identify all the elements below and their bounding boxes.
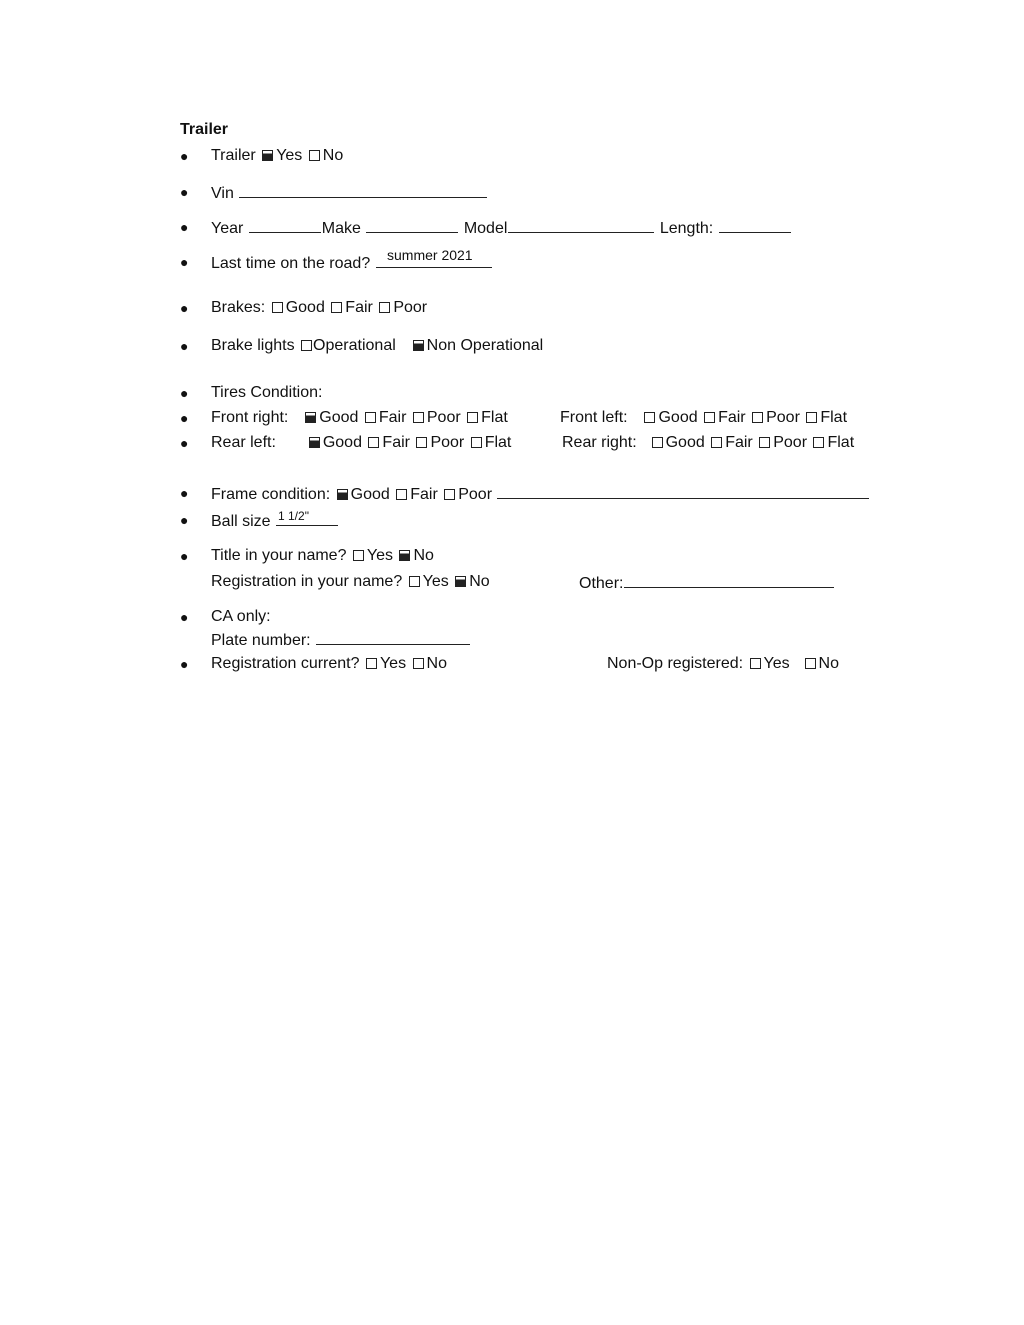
registration-no-label: No — [469, 573, 490, 590]
trailer-yes-label: Yes — [276, 147, 303, 164]
bullet: ● — [180, 609, 189, 625]
vin-field[interactable] — [239, 182, 487, 198]
reg-current-yes-label: Yes — [379, 655, 407, 672]
front-right-good-checkbox[interactable] — [305, 412, 316, 423]
model-label: Model — [463, 220, 508, 237]
front-right-fair-label: Fair — [378, 409, 407, 426]
rear-right-good-checkbox[interactable] — [652, 437, 663, 448]
brakes-good-checkbox[interactable] — [272, 302, 283, 313]
reg-current-label: Registration current? — [211, 655, 360, 672]
rear-right-poor-label: Poor — [773, 434, 808, 451]
plate-field[interactable] — [316, 629, 470, 645]
bullet: ● — [180, 410, 189, 426]
rear-left-row — [211, 433, 511, 453]
vehicle-row — [211, 217, 792, 237]
non-op-no-label: No — [818, 655, 839, 672]
frame-label: Frame condition: — [211, 486, 331, 503]
bullet: ● — [180, 184, 189, 200]
vin-label: Vin — [211, 185, 234, 202]
bullet: ● — [180, 435, 189, 451]
model-field[interactable] — [508, 217, 654, 233]
front-left-label: Front left: — [560, 409, 628, 426]
front-left-flat-checkbox[interactable] — [806, 412, 817, 423]
reg-current-row — [211, 654, 447, 674]
ball-value: 1 1/2" — [278, 509, 309, 523]
trailer-row — [211, 146, 343, 166]
bullet: ● — [180, 485, 189, 501]
brakes-label: Brakes: — [211, 299, 266, 316]
last-time-value: summer 2021 — [387, 247, 473, 263]
title-yes-label: Yes — [366, 547, 394, 564]
non-operational-label: Non Operational — [426, 337, 544, 354]
brakes-fair-label: Fair — [345, 299, 373, 316]
make-field[interactable] — [366, 217, 458, 233]
brakes-good-label: Good — [285, 299, 325, 316]
front-right-fair-checkbox[interactable] — [365, 412, 376, 423]
title-no-label: No — [413, 547, 434, 564]
year-label: Year — [211, 220, 244, 237]
rear-right-label: Rear right: — [562, 434, 637, 451]
bullet: ● — [180, 656, 189, 672]
non-operational-checkbox[interactable] — [413, 340, 424, 351]
brake-lights-row — [211, 336, 543, 356]
rear-left-good-checkbox[interactable] — [309, 437, 320, 448]
front-right-poor-label: Poor — [426, 409, 461, 426]
year-field[interactable] — [249, 217, 321, 233]
vin-row — [211, 182, 488, 202]
frame-notes-field[interactable] — [497, 483, 869, 499]
front-right-flat-label: Flat — [481, 409, 508, 426]
front-right-label: Front right: — [211, 409, 289, 426]
operational-label: Operational — [313, 337, 396, 354]
front-left-good-checkbox[interactable] — [644, 412, 655, 423]
rear-left-good-label: Good — [322, 434, 362, 451]
bullet: ● — [180, 300, 189, 316]
ca-only-label: CA only: — [211, 608, 271, 625]
front-right-poor-checkbox[interactable] — [413, 412, 424, 423]
section-title: Trailer — [180, 121, 229, 138]
non-op-row — [607, 654, 839, 674]
front-left-good-label: Good — [658, 409, 698, 426]
registration-row — [211, 572, 490, 592]
non-op-yes-label: Yes — [763, 655, 790, 672]
front-right-row — [211, 408, 508, 428]
frame-fair-checkbox[interactable] — [396, 489, 407, 500]
rear-right-fair-checkbox[interactable] — [711, 437, 722, 448]
length-field[interactable] — [719, 217, 791, 233]
title-no-checkbox[interactable] — [399, 550, 410, 561]
front-left-row — [560, 408, 847, 428]
rear-left-flat-checkbox[interactable] — [471, 437, 482, 448]
brakes-fair-checkbox[interactable] — [331, 302, 342, 313]
rear-left-fair-label: Fair — [382, 434, 410, 451]
front-left-flat-label: Flat — [820, 409, 848, 426]
other-row — [579, 572, 835, 592]
front-left-poor-checkbox[interactable] — [752, 412, 763, 423]
tires-heading: Tires Condition: — [211, 384, 323, 401]
other-field[interactable] — [624, 572, 834, 588]
brakes-row — [211, 298, 427, 318]
plate-label: Plate number: — [211, 632, 311, 649]
last-time-label: Last time on the road? — [211, 255, 371, 272]
non-op-yes-checkbox[interactable] — [750, 658, 761, 669]
bullet: ● — [180, 338, 189, 354]
rear-left-flat-label: Flat — [484, 434, 512, 451]
bullet: ● — [180, 148, 189, 164]
front-left-fair-label: Fair — [718, 409, 746, 426]
operational-checkbox[interactable] — [301, 340, 312, 351]
reg-current-no-checkbox[interactable] — [413, 658, 424, 669]
title-row — [211, 546, 434, 566]
reg-current-no-label: No — [426, 655, 447, 672]
frame-row — [211, 483, 870, 503]
rear-right-good-label: Good — [665, 434, 705, 451]
rear-left-fair-checkbox[interactable] — [368, 437, 379, 448]
registration-no-checkbox[interactable] — [455, 576, 466, 587]
length-label: Length: — [659, 220, 714, 237]
trailer-no-label: No — [322, 147, 344, 164]
rear-right-row — [562, 433, 854, 453]
front-left-fair-checkbox[interactable] — [704, 412, 715, 423]
registration-yes-label: Yes — [422, 573, 449, 590]
plate-row — [211, 629, 471, 649]
front-right-good-label: Good — [319, 409, 359, 426]
trailer-no-checkbox[interactable] — [309, 150, 320, 161]
rear-right-flat-checkbox[interactable] — [813, 437, 824, 448]
rear-left-label: Rear left: — [211, 434, 276, 451]
trailer-yes-checkbox[interactable] — [262, 150, 273, 161]
front-right-flat-checkbox[interactable] — [467, 412, 478, 423]
ball-label: Ball size — [211, 513, 271, 530]
rear-right-flat-label: Flat — [827, 434, 855, 451]
rear-left-poor-label: Poor — [430, 434, 465, 451]
frame-poor-checkbox[interactable] — [444, 489, 455, 500]
registration-label: Registration in your name? — [211, 573, 403, 590]
title-label: Title in your name? — [211, 547, 347, 564]
bullet: ● — [180, 512, 189, 528]
ball-row — [211, 510, 339, 530]
title-yes-checkbox[interactable] — [353, 550, 364, 561]
non-op-label: Non-Op registered: — [607, 655, 744, 672]
rear-right-poor-checkbox[interactable] — [759, 437, 770, 448]
frame-poor-label: Poor — [458, 486, 493, 503]
brakes-poor-checkbox[interactable] — [379, 302, 390, 313]
front-left-poor-label: Poor — [766, 409, 800, 426]
frame-fair-label: Fair — [410, 486, 438, 503]
non-op-no-checkbox[interactable] — [805, 658, 816, 669]
registration-yes-checkbox[interactable] — [409, 576, 420, 587]
frame-good-label: Good — [350, 486, 390, 503]
trailer-label: Trailer — [211, 147, 256, 164]
rear-right-fair-label: Fair — [725, 434, 753, 451]
rear-left-poor-checkbox[interactable] — [416, 437, 427, 448]
bullet: ● — [180, 548, 189, 564]
reg-current-yes-checkbox[interactable] — [366, 658, 377, 669]
other-label: Other: — [579, 575, 624, 592]
bullet: ● — [180, 219, 189, 235]
make-label: Make — [321, 220, 361, 237]
frame-good-checkbox[interactable] — [337, 489, 348, 500]
brake-lights-label: Brake lights — [211, 337, 295, 354]
bullet: ● — [180, 254, 189, 270]
bullet: ● — [180, 385, 189, 401]
brakes-poor-label: Poor — [393, 299, 428, 316]
